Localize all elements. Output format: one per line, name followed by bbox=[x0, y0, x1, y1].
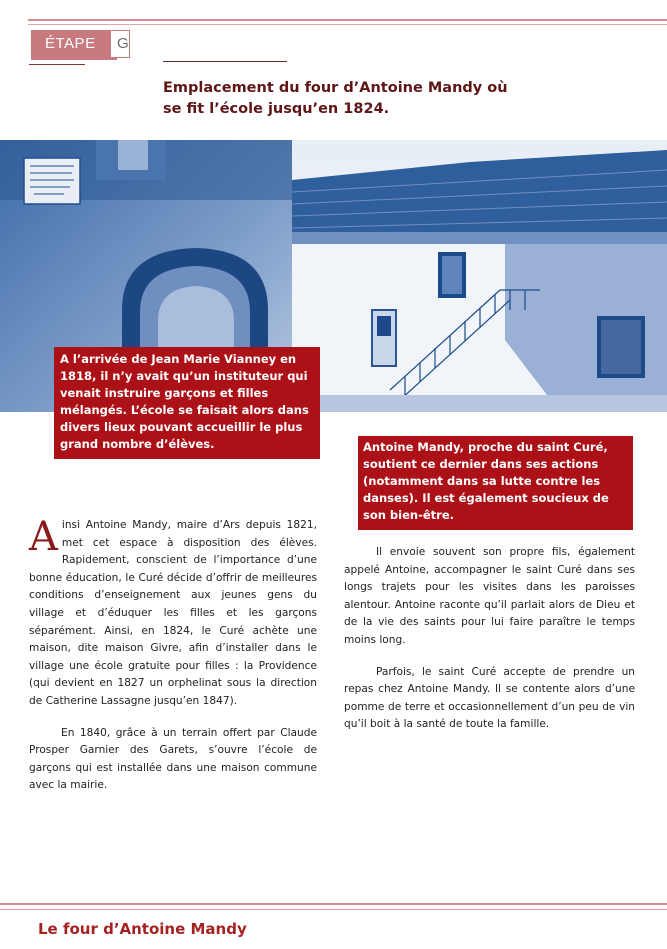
footer-rule-bottom bbox=[0, 909, 667, 910]
header-rule-bottom bbox=[28, 24, 667, 25]
header-dash-left bbox=[29, 64, 85, 65]
footer-rule-top bbox=[0, 903, 667, 905]
footer-title: Le four d’Antoine Mandy bbox=[38, 920, 247, 938]
paragraph-son-antoine: Il envoie souvent son propre fils, également appelé Antoine, accompagner le saint Curé dans ses longs trajets pour les visites dans les paroisses alentour. Antoine raconte qu’il parlait alors de Dieu et de la vie des saints pour lui faire paraître le temps moins long. bbox=[344, 546, 635, 646]
page-title: Emplacement du four d’Antoine Mandy où se fit l’école jusqu’en 1824. bbox=[163, 80, 508, 117]
text-column-right bbox=[344, 544, 635, 734]
paragraph-text: insi Antoine Mandy, maire d’Ars depuis 1821, met cet espace à disposition des élèves. Rapidement, conscient de l’importance d’une bonne éducation, le Curé décide d’offrir de meilleures conditions d’enseignement aux jeunes gens du village et d’éduquer les filles et les garçons séparément. Ainsi, en 1824, le Curé achète une maison, dite maison Givre, afin d’installer dans le village une école gratuite pour filles : la Providence (qui devient en 1827 un orphelinat sous la direction de Catherine Lassagne jusqu’en 1847). bbox=[29, 519, 317, 707]
dropcap-letter: A bbox=[29, 514, 58, 560]
header-dash-title bbox=[163, 61, 287, 62]
paragraph-mandy-mayor bbox=[29, 514, 317, 711]
header-rule-top bbox=[28, 19, 667, 21]
etape-label: ÉTAPE bbox=[45, 35, 96, 52]
etape-number: G bbox=[117, 35, 129, 52]
etape-tag bbox=[31, 30, 130, 58]
paragraph-boys-school: En 1840, grâce à un terrain offert par Claude Prosper Garnier des Garets, s’ouvre l’école de garçons qui est installée dans une maison commune avec la mairie. bbox=[29, 726, 317, 792]
text-column-left bbox=[29, 514, 317, 795]
etape-underline bbox=[31, 58, 117, 60]
callout-arrival: A l’arrivée de Jean Marie Vianney en 1818, il n’y avait qu’un instituteur qui venait instruire garçons et filles mélangés. L’école se faisait alors dans divers lieux pouvant accueillir le plus grand nombre d’élèves. bbox=[54, 347, 320, 459]
paragraph-meal: Parfois, le saint Curé accepte de prendre un repas chez Antoine Mandy. Il se contente alors d’une pomme de terre et occasionnellement d’un peu de vin qu’il boit à la santé de toute la famille. bbox=[344, 665, 635, 731]
callout-mandy: Antoine Mandy, proche du saint Curé, soutient ce dernier dans ses actions (notamment dans sa lutte contre les danses). Il est également soucieux de son bien-être. bbox=[358, 436, 633, 530]
